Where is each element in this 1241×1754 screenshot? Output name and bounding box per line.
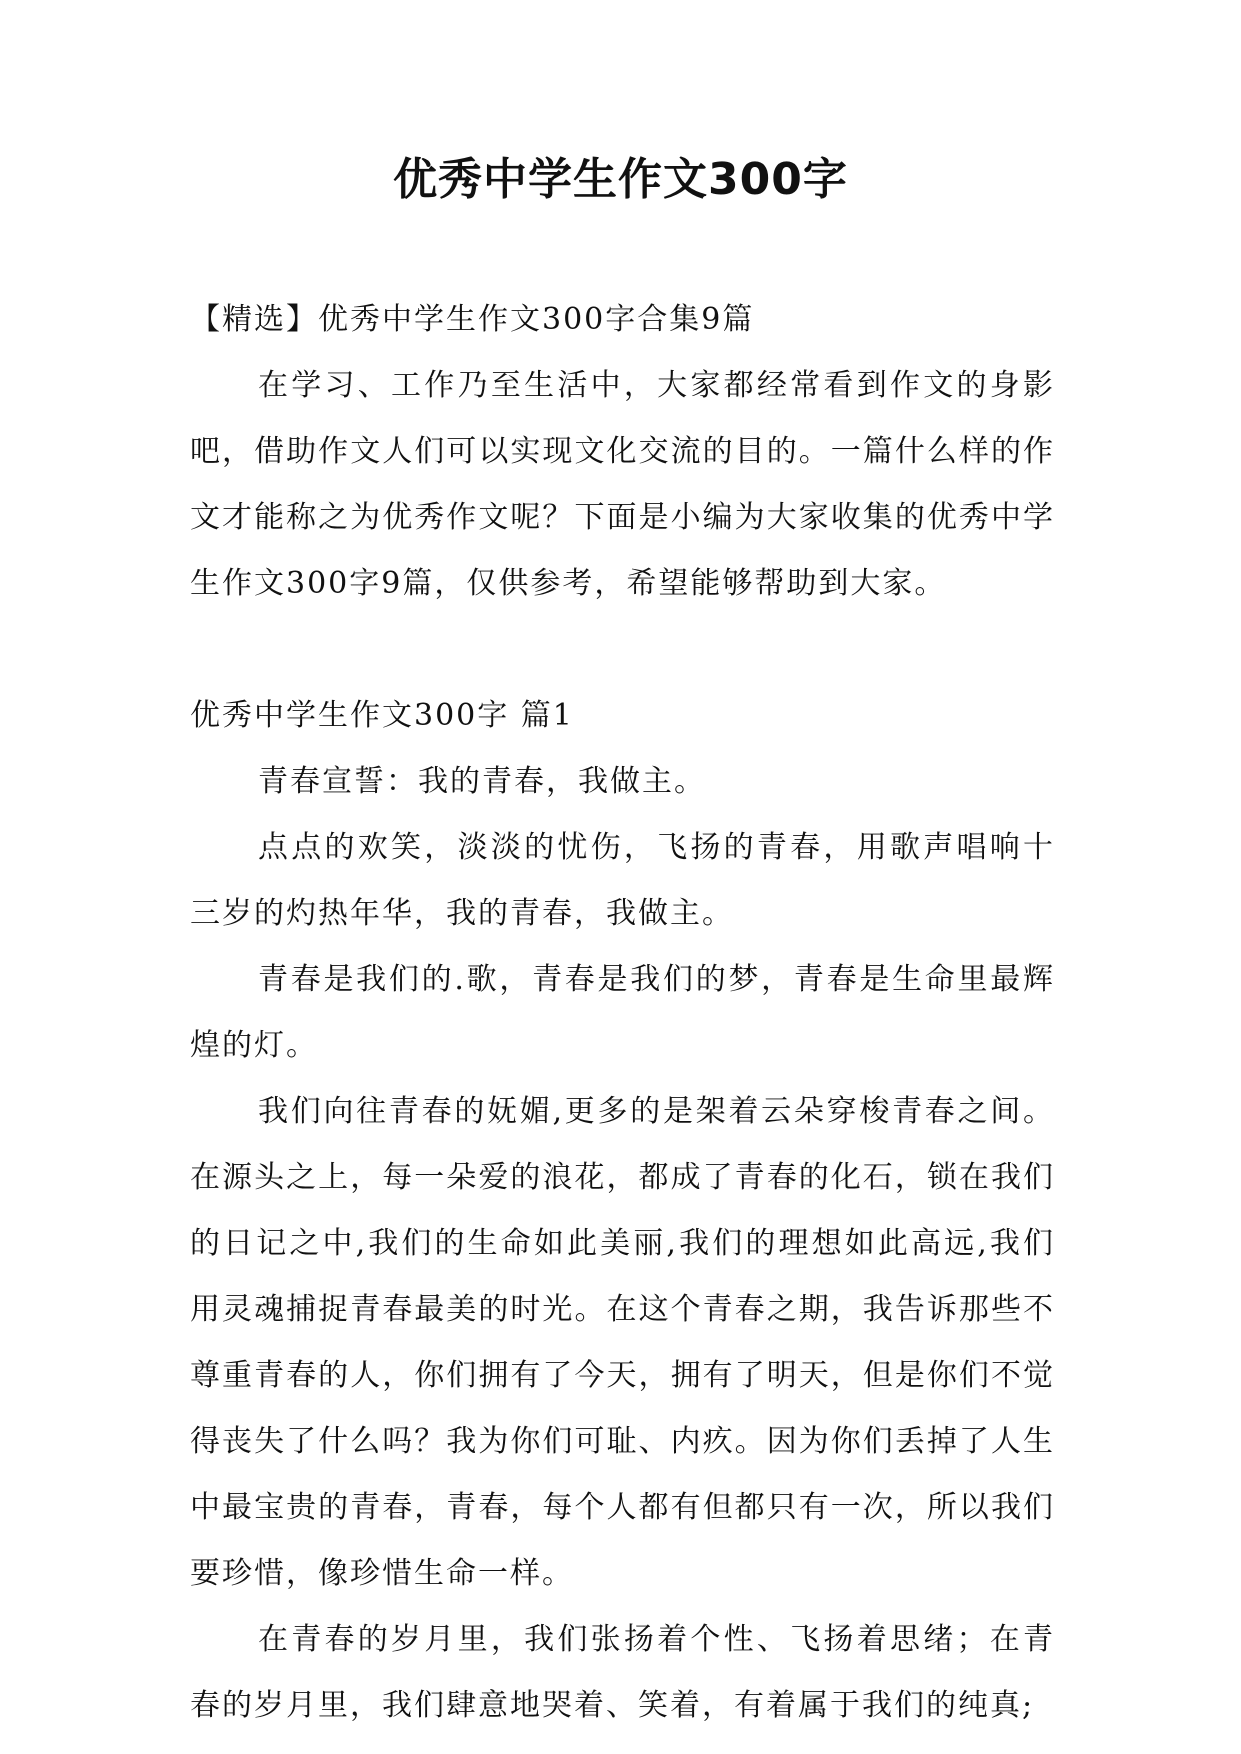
body-paragraph: 点点的欢笑，淡淡的忧伤，飞扬的青春，用歌声唱响十三岁的灼热年华，我的青春，我做主。 — [190, 830, 1055, 931]
body-paragraph: 我们向往青春的妩媚,更多的是架着云朵穿梭青春之间。在源头之上，每一朵爱的浪花，都成了青春的化石，锁在我们的日记之中,我们的生命如此美丽,我们的理想如此高远,我们用灵魂捕捉青春最美的时光。在这个青春之期，我告诉那些不尊重青春的人，你们拥有了今天，拥有了明天，但是你们不觉得丧失了什么吗？我为你们可耻、内疚。因为你们丢掉了人生中最宝贵的青春，青春，每个人都有但都只有一次，所以我们要珍惜，像珍惜生命一样。 — [190, 1094, 1055, 1591]
body-paragraph: 青春是我们的.歌，青春是我们的梦，青春是生命里最辉煌的灯。 — [190, 962, 1055, 1063]
body-paragraph: 青春宣誓：我的青春，我做主。 — [258, 764, 706, 799]
document-body — [190, 287, 1055, 1739]
collection-line: 【精选】优秀中学生作文300字合集9篇 — [190, 302, 755, 337]
section-heading: 优秀中学生作文300字 篇1 — [190, 698, 574, 733]
body-paragraph: 在青春的岁月里，我们张扬着个性、飞扬着思绪；在青春的岁月里，我们肆意地哭着、笑着，有着属于我们的纯真; — [190, 1622, 1055, 1723]
document-title: 优秀中学生作文300字 — [393, 154, 848, 205]
intro-paragraph: 在学习、工作乃至生活中，大家都经常看到作文的身影吧，借助作文人们可以实现文化交流的目的。一篇什么样的作文才能称之为优秀作文呢？下面是小编为大家收集的优秀中学生作文300字9篇，仅供参考，希望能够帮助到大家。 — [190, 368, 1055, 601]
